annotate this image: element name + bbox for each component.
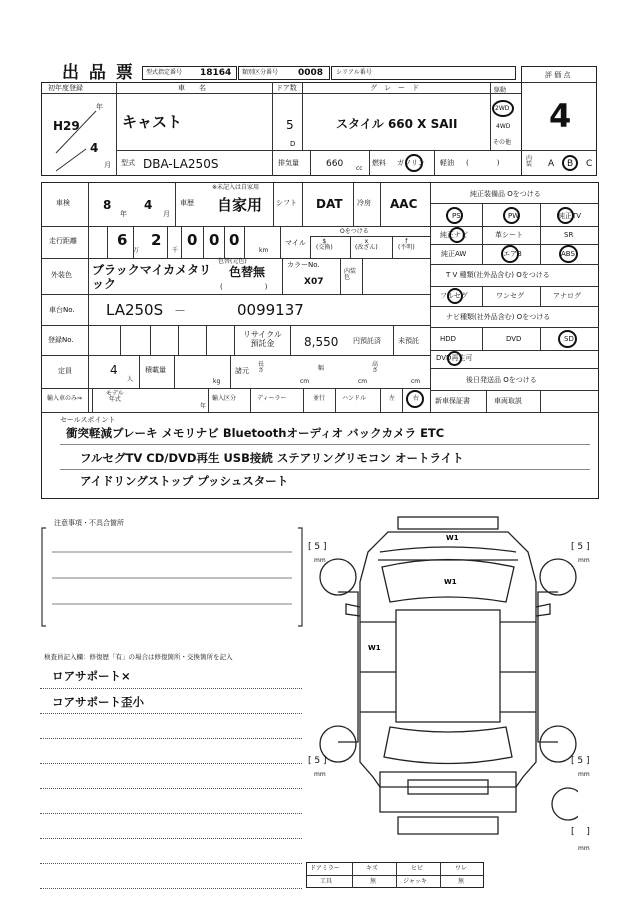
caution-label: 注意事項・不具合箇所 [54,519,124,527]
damage-mark-roof: W1 [444,578,457,586]
recolor-label: 色替(元色) [218,258,247,265]
inspection-label: 車検 [56,199,70,207]
left-label: 左 [389,395,396,402]
model-year-label: モデル 年式 [106,390,124,403]
interior-grade-c: C [586,159,593,169]
model-year-unit: 年 [200,403,207,410]
tread-front-right: [ 5 ] [571,542,590,552]
equip-aw: 純正AW [441,250,467,258]
interior-grade-a: A [548,159,555,169]
grade-label: グ レ ー ド [370,84,419,92]
height-label: 高さ [372,361,379,374]
tv-fullseg: フルセグ [440,292,468,300]
chassis-prefix: LA250S [106,301,164,319]
equip-navi-circle [449,227,465,243]
shift-label: シフト [276,199,297,207]
footer-jack-label: ジャッキ [403,878,427,885]
load-unit: kg [213,378,221,385]
doors-value: 5 [286,118,294,132]
model-value: DBA-LA250S [143,157,219,171]
cooler-value: AAC [390,197,418,211]
tread-front-left-unit: mm [314,557,326,564]
mark-exchange: $ (交換) [316,238,333,251]
first-reg-label: 初年度登録 [48,84,83,92]
import-label: 輸入車のみ⇒ [47,395,83,402]
color-label: 外装色 [51,271,72,279]
drive-option-4wd: 4WD [496,123,511,130]
footer-jack-value: 無 [458,878,465,885]
mark-unknown: f (不明) [398,238,415,251]
cooler-label: 冷房 [357,199,371,207]
footer-h-scratch: キズ [366,865,378,872]
inspector-line-1: ロアサポート× [52,669,131,683]
doors-unit: D [290,140,296,148]
score-label: 評 価 点 [545,71,571,79]
drive-option-other: その他 [493,139,512,146]
dealer-label: ディーラー [257,395,287,402]
inspector-label: 検査員記入欄：修復歴「有」の場合は修復箇所・交換箇所を記入 [44,653,233,661]
sales-line-3: アイドリングストップ プッシュスタート [80,474,289,488]
mileage-digit-4: 0 [209,231,220,249]
dvd-play-circle [447,351,462,366]
dims-label: 諸元 [235,367,249,375]
first-reg-month-unit: 月 [104,161,111,169]
first-reg-month: 4 [90,141,99,155]
later-manual: 車両取説 [494,397,522,405]
capacity-value: 4 [110,363,118,377]
damage-mark-hood: W1 [446,534,459,542]
footer-h-mirror: ドアミラー [310,865,340,872]
interior-label: 内装 [526,155,533,168]
height-unit: cm [411,378,421,385]
interior-color-label: 内装色 [344,268,357,281]
equip-sr: SR [564,231,574,239]
mileage-digit-3: 0 [187,231,198,249]
equip-ps-circle [446,207,463,224]
equip-airbag-circle [501,245,519,263]
tread-rear-right: [ 5 ] [571,756,590,766]
mileage-digit-1: 6 [117,231,128,249]
equip-leather: 革シート [495,231,523,239]
equip-tv-circle [557,207,574,224]
history-note: ※未記入は自家用 [212,184,260,191]
equip-abs: ABS [561,250,575,258]
mileage-man: 万 [133,247,140,254]
drive-2wd-circle [492,100,514,117]
genuine-label: 純正装備品 Oをつける [470,190,541,198]
width-label: 幅 [318,365,325,372]
load-label: 積載量 [145,366,166,374]
footer-h-crack: ヒビ [411,865,424,872]
parallel-label: 並行 [313,395,326,402]
length-unit: cm [300,378,310,385]
length-label: 長さ [258,361,265,374]
later-warranty: 新車保証書 [435,397,470,405]
color-value: ブラックマイカメタリ ック [92,263,212,291]
mileage-unit: km [259,247,269,254]
handle-label: ハンドル [342,395,367,402]
displacement-label: 排気量 [278,159,299,167]
equip-tv: 純正TV [558,212,582,220]
inspection-month-unit: 月 [163,210,170,218]
mile-label: マイル [285,239,306,247]
dvd-play: DVD再生可 [436,354,473,362]
tv-fullseg-circle [447,288,463,304]
recolor-bracket: ( ) [220,283,268,291]
model-label: 型式 [121,159,135,167]
navi-sd: SD [564,335,574,343]
chassis-label: 車台No. [49,306,75,314]
footer-h-break: ワレ [455,865,468,872]
interior-grade-b: B [567,159,574,169]
chassis-dash: － [174,304,187,318]
equip-ps: PS [452,212,461,220]
first-reg-year-unit: 年 [96,103,103,111]
footer-tools-label: 工具 [320,878,333,885]
tread-spare: [ ] [571,827,590,837]
mark-tampered: x (改ざん) [355,238,378,251]
navi-hdd: HDD [440,335,457,343]
later-label: 後日発送品 Oをつける [466,376,537,384]
form-title: 出 品 票 [62,63,135,83]
sales-line-2: フルセグTV CD/DVD再生 USB接続 ステアリングリモコン オートライト [80,451,464,465]
drive-option-2wd: 2WD [495,105,510,112]
capacity-label: 定員 [58,367,72,375]
tread-rear-left: [ 5 ] [308,756,327,766]
history-value: 自家用 [217,196,263,214]
equip-pw: PW [508,212,520,220]
tread-rear-left-unit: mm [314,771,326,778]
tv-analog: アナログ [553,292,581,300]
recycle-unpaid: 未預託 [398,337,419,345]
equip-navi: 純正ナビ [440,231,468,239]
class-label: 類別区分番号 [242,69,279,76]
tread-front-right-unit: mm [578,557,590,564]
width-unit: cm [358,378,368,385]
displacement-unit: cc [356,165,363,172]
equip-airbag: エアB [503,250,522,258]
first-reg-slash [46,95,116,175]
footer-tools-value: 無 [370,878,377,885]
right-circle [406,390,424,408]
damage-mark-door: W1 [368,644,381,652]
serial-label: シリアル番号 [336,69,372,76]
mileage-digit-5: 0 [229,231,240,249]
fuel-label: 燃料 [372,159,386,167]
mileage-sen: 千 [172,247,179,254]
tread-spare-unit: mm [578,845,590,852]
navi-dvd: DVD [506,335,522,343]
mileage-label: 走行距離 [49,237,77,245]
inspector-line-2: コアサポート歪小 [52,695,144,709]
light-oil-bracket: ( ) [466,159,500,167]
navi-label: ナビ種類(社外品含む) Oをつける [446,313,551,321]
sales-line-1: 衝突軽減ブレーキ メモリナビ Bluetoothオーディオ バックカメラ ETC [66,426,445,440]
fuel-circle [405,154,423,172]
tv-label: T V 種類(社外品含む) Oをつける [446,271,550,279]
light-oil-label: 軽油 [440,159,454,167]
inspection-month: 4 [144,198,153,212]
right-label: 右 [413,395,420,402]
tread-front-left: [ 5 ] [308,542,327,552]
drive-label: 駆動 [494,87,507,94]
tv-oneseg: ワンセグ [496,292,524,300]
recolor-value: 色替無 [229,265,266,279]
interior-b-circle [562,155,578,171]
car-name-label: 車 名 [178,84,206,92]
car-diagram [318,512,578,852]
color-no-label: カラーNo. [287,261,320,269]
displacement-value: 660 [326,159,344,169]
model-cert-label: 型式指定番号 [146,69,183,76]
color-no-value: X07 [304,277,324,287]
inspection-year: 8 [103,198,112,212]
class-no: 0008 [298,68,324,78]
equip-pw-circle [503,207,520,224]
shift-value: DAT [316,197,343,211]
doors-label: ドア数 [276,84,297,92]
car-name: キャスト [122,113,183,131]
recycle-amount: 8,550 [304,335,339,349]
mileage-digit-2: 2 [151,231,162,249]
model-cert-no: 18164 [200,68,232,78]
grade-value: スタイル 660 X SAII [336,117,458,131]
history-label: 車歴 [180,199,194,207]
equip-abs-circle [559,245,578,263]
capacity-unit: 人 [127,376,134,383]
import-class-label: 輸入区分 [212,395,237,402]
recycle-label: リサイクル 預託金 [243,330,282,348]
recycle-paid: 円預託済 [353,337,381,345]
caution-bracket [40,519,310,632]
navi-sd-circle [558,330,577,348]
tread-rear-right-unit: mm [578,771,590,778]
sales-label: セールスポイント [60,416,116,424]
reg-no-label: 登録No. [48,336,74,344]
chassis-no: 0099137 [237,301,304,319]
fuel-value: ガソリン [397,159,425,167]
mark-note: Oをつける [340,228,369,235]
first-reg-era: H29 [53,119,80,133]
score-value: 4 [549,97,572,135]
inspection-year-unit: 年 [120,210,127,218]
